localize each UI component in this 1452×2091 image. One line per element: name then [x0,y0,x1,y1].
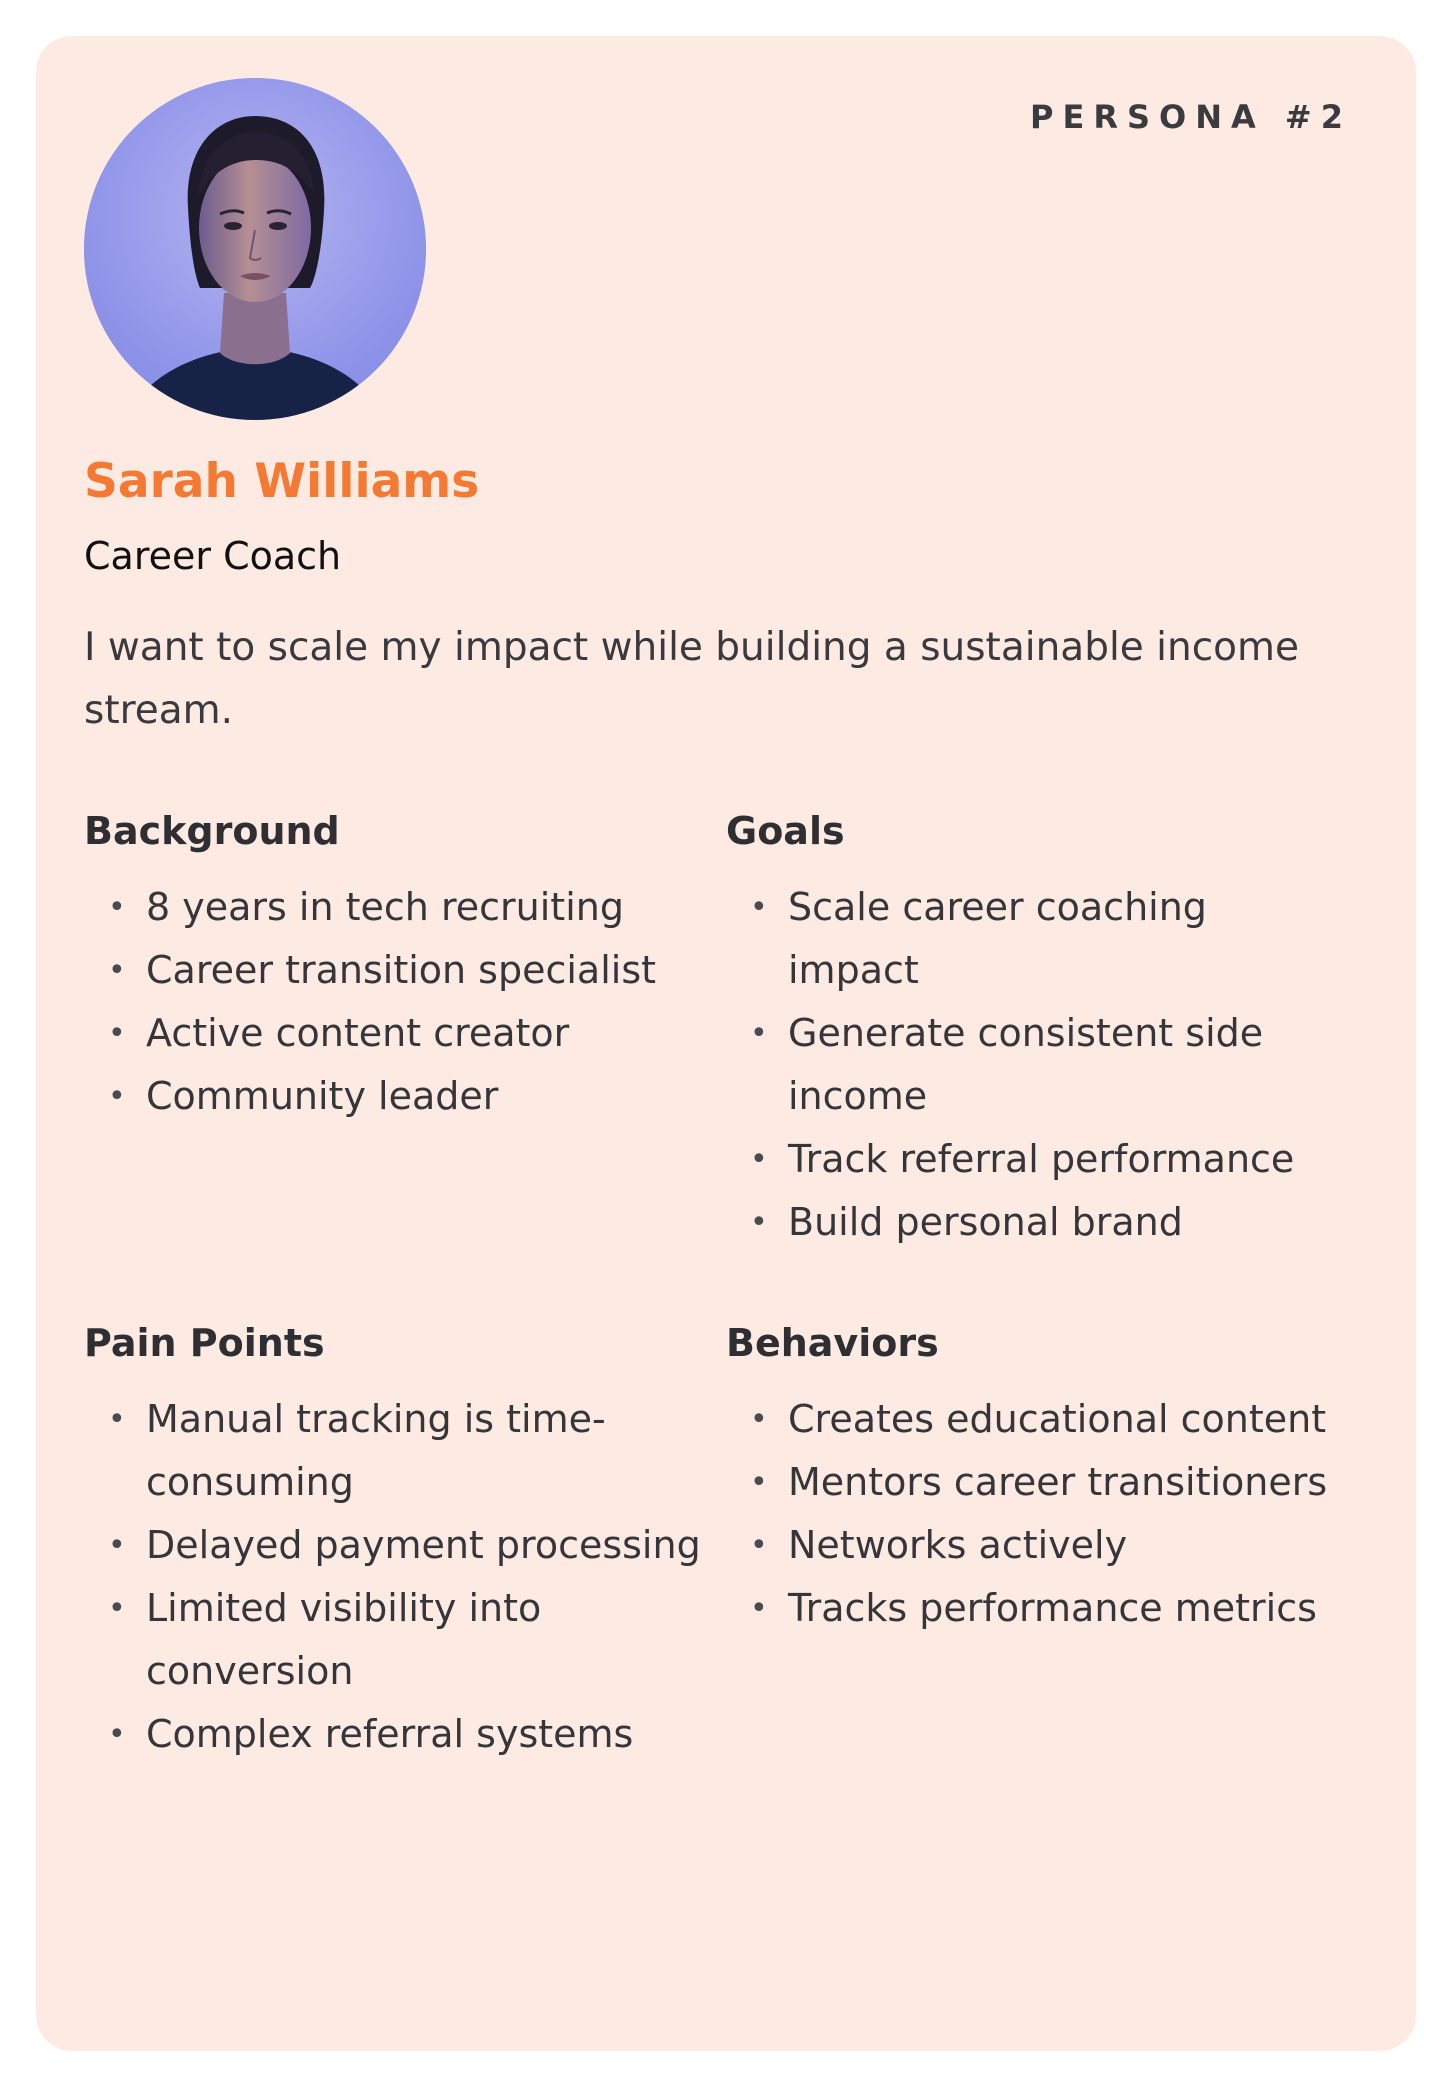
background-list [84,876,704,1128]
list-item: • 8 years in tech recruiting [84,876,704,939]
bullet-icon: • [108,1016,126,1051]
avatar [84,78,426,420]
list-item: • Delayed payment processing [84,1514,704,1577]
list-item: • Scale career coaching impact [726,876,1346,1002]
persona-name: Sarah Williams [84,454,480,509]
behaviors-heading: Behaviors [726,1321,939,1365]
list-item: • Generate consistent side income [726,1002,1346,1128]
list-item: • Limited visibility into conversion [84,1577,704,1703]
bullet-icon: • [108,890,126,925]
persona-tag: PERSONA #2 [1030,98,1352,136]
bullet-icon: • [750,1402,768,1437]
list-item: • Community leader [84,1065,704,1128]
persona-quote: I want to scale my impact while building a sustainable income stream. [84,625,1300,733]
bullet-icon: • [750,890,768,925]
bullet-icon: • [750,1205,768,1240]
list-item: • Tracks performance metrics [726,1577,1346,1640]
bullet-icon: • [750,1465,768,1500]
list-item: • Creates educational content [726,1388,1346,1451]
goals-list [726,876,1346,1254]
list-item: • Complex referral systems [84,1703,704,1766]
list-item: • Track referral performance [726,1128,1346,1191]
bullet-icon: • [108,1591,126,1626]
behaviors-list [726,1388,1346,1640]
bullet-icon: • [750,1528,768,1563]
portrait-photo-icon [84,78,426,420]
pain-points-heading: Pain Points [84,1321,325,1365]
bullet-icon: • [108,953,126,988]
persona-card [36,36,1416,2051]
list-item: • Manual tracking is time-consuming [84,1388,704,1514]
bullet-icon: • [108,1402,126,1437]
goals-heading: Goals [726,809,845,853]
bullet-icon: • [108,1079,126,1114]
pain-points-list [84,1388,704,1766]
list-item: • Mentors career transitioners [726,1451,1346,1514]
background-heading: Background [84,809,340,853]
background-section [84,806,704,1128]
bullet-icon: • [750,1016,768,1051]
goals-section [726,806,1346,1254]
bullet-icon: • [750,1142,768,1177]
bullet-icon: • [750,1591,768,1626]
pain-points-section [84,1318,704,1766]
persona-role: Career Coach [84,534,342,578]
list-item: • Active content creator [84,1002,704,1065]
behaviors-section [726,1318,1346,1640]
list-item: • Networks actively [726,1514,1346,1577]
bullet-icon: • [108,1717,126,1752]
bullet-icon: • [108,1528,126,1563]
list-item: • Career transition specialist [84,939,704,1002]
list-item: • Build personal brand [726,1191,1346,1254]
